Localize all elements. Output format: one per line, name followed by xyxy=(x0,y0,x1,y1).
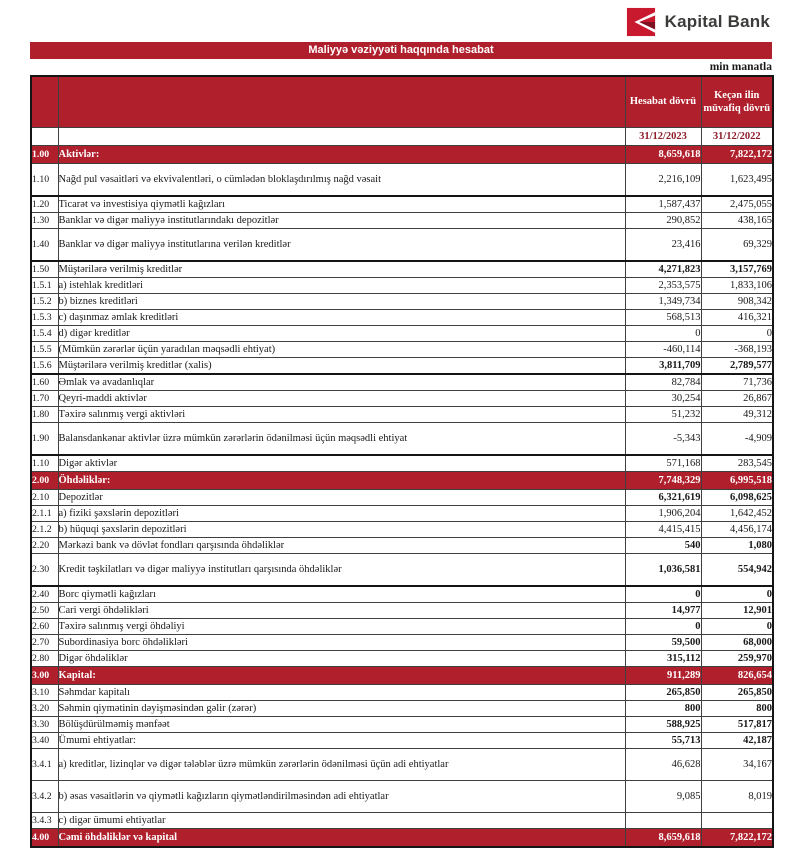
row-num: 2.30 xyxy=(31,554,58,587)
table-row xyxy=(31,554,773,587)
row-value-current: 315,112 xyxy=(625,651,701,667)
row-value-previous: 0 xyxy=(701,586,773,603)
row-value-current: 265,850 xyxy=(625,685,701,701)
row-num: 1.10 xyxy=(31,455,58,472)
row-label: Aktivlər: xyxy=(58,146,625,164)
row-value-current: 30,254 xyxy=(625,391,701,407)
row-value-current: 0 xyxy=(625,586,701,603)
row-value-current: 59,500 xyxy=(625,635,701,651)
row-num: 1.5.2 xyxy=(31,294,58,310)
balance-sheet-table xyxy=(30,75,774,848)
row-num: 3.30 xyxy=(31,717,58,733)
table-row xyxy=(31,294,773,310)
corner-cell-num xyxy=(31,76,58,128)
row-num: 1.90 xyxy=(31,423,58,456)
row-num: 1.5.5 xyxy=(31,342,58,358)
row-num: 1.80 xyxy=(31,407,58,423)
row-label: Ticarət və investisiya qiymətli kağızları xyxy=(58,196,625,213)
row-value-current: 571,168 xyxy=(625,455,701,472)
row-label: Öhdəliklər: xyxy=(58,472,625,490)
row-value-previous: 517,817 xyxy=(701,717,773,733)
table-row xyxy=(31,749,773,781)
row-value-current: 1,036,581 xyxy=(625,554,701,587)
row-value-previous: 800 xyxy=(701,701,773,717)
row-num: 3.4.3 xyxy=(31,813,58,829)
row-value-current: -5,343 xyxy=(625,423,701,456)
row-label: Təxirə salınmış vergi öhdəliyi xyxy=(58,619,625,635)
row-value-previous: 6,098,625 xyxy=(701,490,773,506)
row-label: Qeyri-maddi aktivlər xyxy=(58,391,625,407)
table-row xyxy=(31,701,773,717)
table-row xyxy=(31,472,773,490)
row-value-previous: -4,909 xyxy=(701,423,773,456)
row-value-previous: 1,642,452 xyxy=(701,506,773,522)
row-value-current: 8,659,618 xyxy=(625,829,701,848)
table-row xyxy=(31,603,773,619)
row-value-previous: 0 xyxy=(701,326,773,342)
row-value-previous: 71,736 xyxy=(701,374,773,391)
table-row xyxy=(31,522,773,538)
row-label: Borc qiymətli kağızları xyxy=(58,586,625,603)
table-row xyxy=(31,196,773,213)
row-label: Bölüşdürülməmiş mənfəət xyxy=(58,717,625,733)
date-previous: 31/12/2022 xyxy=(701,128,773,146)
row-value-current xyxy=(625,813,701,829)
row-label: Digər öhdəliklər xyxy=(58,651,625,667)
date-spacer xyxy=(31,128,58,146)
row-value-current: 6,321,619 xyxy=(625,490,701,506)
row-value-current: 568,513 xyxy=(625,310,701,326)
row-num: 1.50 xyxy=(31,261,58,278)
row-value-previous: 1,623,495 xyxy=(701,164,773,197)
report-title-bar: Maliyyə vəziyyəti haqqında hesabat xyxy=(30,42,772,59)
row-label: Banklar və digər maliyyə institutlarına verilən kreditlər xyxy=(58,229,625,262)
table-row xyxy=(31,490,773,506)
row-num: 2.00 xyxy=(31,472,58,490)
row-value-current: 3,811,709 xyxy=(625,358,701,375)
row-num: 1.10 xyxy=(31,164,58,197)
row-num: 2.1.2 xyxy=(31,522,58,538)
row-value-current: 1,906,204 xyxy=(625,506,701,522)
table-row xyxy=(31,326,773,342)
row-num: 1.70 xyxy=(31,391,58,407)
row-value-current: 8,659,618 xyxy=(625,146,701,164)
table-row xyxy=(31,717,773,733)
table-row xyxy=(31,164,773,197)
row-label: Subordinasiya borc öhdəlikləri xyxy=(58,635,625,651)
column-header-current: Hesabat dövrü xyxy=(625,76,701,128)
row-value-current: 4,415,415 xyxy=(625,522,701,538)
table-row xyxy=(31,213,773,229)
row-label: Səhmin qiymətinin dəyişməsindən gəlir (zərər) xyxy=(58,701,625,717)
row-value-previous: 7,822,172 xyxy=(701,146,773,164)
row-label: Mərkəzi bank və dövlət fondları qarşısında öhdəliklər xyxy=(58,538,625,554)
row-label: Kredit təşkilatları və digər maliyyə institutları qarşısında öhdəliklər xyxy=(58,554,625,587)
table-row xyxy=(31,635,773,651)
row-value-current: 2,353,575 xyxy=(625,278,701,294)
row-value-previous: 416,321 xyxy=(701,310,773,326)
table-row xyxy=(31,261,773,278)
row-value-current: 1,587,437 xyxy=(625,196,701,213)
row-num: 2.1.1 xyxy=(31,506,58,522)
row-label: Təxirə salınmış vergi aktivləri xyxy=(58,407,625,423)
row-label: Əmlak və avadanlıqlar xyxy=(58,374,625,391)
table-row xyxy=(31,651,773,667)
row-label: Müştərilərə verilmiş kreditlər (xalis) xyxy=(58,358,625,375)
row-value-previous: 259,970 xyxy=(701,651,773,667)
row-value-current: 55,713 xyxy=(625,733,701,749)
row-num: 1.20 xyxy=(31,196,58,213)
row-value-previous: 2,475,055 xyxy=(701,196,773,213)
row-label: a) kreditlər, lizinqlər və digər tələblər üzrə mümkün zərərlərin ödənilməsi üçün adi ehtiyatlar xyxy=(58,749,625,781)
row-label: a) fiziki şəxslərin depozitləri xyxy=(58,506,625,522)
table-row xyxy=(31,619,773,635)
row-label: b) əsas vəsaitlərin və qiymətli kağızların qiymətləndirilməsindən adi ehtiyatlar xyxy=(58,781,625,813)
row-value-current: 46,628 xyxy=(625,749,701,781)
row-value-previous: 554,942 xyxy=(701,554,773,587)
row-value-previous: 6,995,518 xyxy=(701,472,773,490)
row-label: d) digər kreditlər xyxy=(58,326,625,342)
date-row xyxy=(31,128,773,146)
table-row xyxy=(31,733,773,749)
row-value-previous: 68,000 xyxy=(701,635,773,651)
row-num: 1.60 xyxy=(31,374,58,391)
row-label: c) digər ümumi ehtiyatlar xyxy=(58,813,625,829)
brand-name: Kapital Bank xyxy=(664,12,770,31)
row-value-current: 290,852 xyxy=(625,213,701,229)
row-value-previous: 908,342 xyxy=(701,294,773,310)
row-num: 2.80 xyxy=(31,651,58,667)
row-value-previous: 826,654 xyxy=(701,667,773,685)
row-num: 3.10 xyxy=(31,685,58,701)
row-value-current: 540 xyxy=(625,538,701,554)
row-label: Depozitlər xyxy=(58,490,625,506)
table-row xyxy=(31,781,773,813)
table-row xyxy=(31,685,773,701)
row-num: 1.30 xyxy=(31,213,58,229)
row-label: Balansdankənar aktivlər üzrə mümkün zərərlərin ödənilməsi üçün məqsədli ehtiyat xyxy=(58,423,625,456)
row-num: 3.4.1 xyxy=(31,749,58,781)
row-label: Kapital: xyxy=(58,667,625,685)
row-value-current: 51,232 xyxy=(625,407,701,423)
row-label: c) daşınmaz əmlak kreditləri xyxy=(58,310,625,326)
row-value-previous: 4,456,174 xyxy=(701,522,773,538)
table-row xyxy=(31,358,773,375)
row-value-current: 2,216,109 xyxy=(625,164,701,197)
row-value-current: 23,416 xyxy=(625,229,701,262)
row-label: Nağd pul vəsaitləri və ekvivalentləri, o cümlədən bloklaşdırılmış nağd vəsait xyxy=(58,164,625,197)
row-value-previous: 42,187 xyxy=(701,733,773,749)
row-num: 2.60 xyxy=(31,619,58,635)
row-value-previous: 0 xyxy=(701,619,773,635)
date-spacer xyxy=(58,128,625,146)
row-value-previous: 438,165 xyxy=(701,213,773,229)
row-label: Müştərilərə verilmiş kreditlər xyxy=(58,261,625,278)
row-value-previous: 2,789,577 xyxy=(701,358,773,375)
unit-note: min manatla xyxy=(709,61,772,73)
row-value-previous: 283,545 xyxy=(701,455,773,472)
row-value-previous xyxy=(701,813,773,829)
row-value-current: 800 xyxy=(625,701,701,717)
row-value-previous: 69,329 xyxy=(701,229,773,262)
table-row xyxy=(31,229,773,262)
row-value-current: -460,114 xyxy=(625,342,701,358)
row-value-previous: 34,167 xyxy=(701,749,773,781)
row-value-previous: 3,157,769 xyxy=(701,261,773,278)
row-value-current: 911,289 xyxy=(625,667,701,685)
table-row xyxy=(31,538,773,554)
row-value-current: 0 xyxy=(625,619,701,635)
table-row xyxy=(31,667,773,685)
row-num: 2.10 xyxy=(31,490,58,506)
row-value-previous: 8,019 xyxy=(701,781,773,813)
brand-header xyxy=(0,5,800,39)
row-num: 3.20 xyxy=(31,701,58,717)
row-num: 3.00 xyxy=(31,667,58,685)
table-row xyxy=(31,407,773,423)
row-num: 1.5.1 xyxy=(31,278,58,294)
table-row xyxy=(31,586,773,603)
row-num: 1.5.3 xyxy=(31,310,58,326)
row-value-current: 4,271,823 xyxy=(625,261,701,278)
row-num: 2.40 xyxy=(31,586,58,603)
row-label: a) istehlak kreditləri xyxy=(58,278,625,294)
row-num: 1.5.6 xyxy=(31,358,58,375)
row-value-current: 14,977 xyxy=(625,603,701,619)
row-num: 1.00 xyxy=(31,146,58,164)
row-value-current: 1,349,734 xyxy=(625,294,701,310)
row-value-current: 588,925 xyxy=(625,717,701,733)
row-num: 4.00 xyxy=(31,829,58,848)
row-value-previous: -368,193 xyxy=(701,342,773,358)
kapital-bank-logo-icon xyxy=(626,7,656,37)
row-label: Səhmdar kapitalı xyxy=(58,685,625,701)
row-num: 3.40 xyxy=(31,733,58,749)
row-label: b) hüquqi şəxslərin depozitləri xyxy=(58,522,625,538)
row-value-previous: 12,901 xyxy=(701,603,773,619)
row-num: 2.20 xyxy=(31,538,58,554)
row-num: 3.4.2 xyxy=(31,781,58,813)
table-row xyxy=(31,829,773,848)
table-row xyxy=(31,391,773,407)
row-num: 1.40 xyxy=(31,229,58,262)
table-row xyxy=(31,423,773,456)
row-label: (Mümkün zərərlər üçün yaradılan məqsədli ehtiyat) xyxy=(58,342,625,358)
row-value-previous: 265,850 xyxy=(701,685,773,701)
row-value-previous: 7,822,172 xyxy=(701,829,773,848)
table-row xyxy=(31,278,773,294)
row-label: Banklar və digər maliyyə institutlarındakı depozitlər xyxy=(58,213,625,229)
table-row xyxy=(31,506,773,522)
corner-cell-label xyxy=(58,76,625,128)
row-value-previous: 49,312 xyxy=(701,407,773,423)
table-row xyxy=(31,455,773,472)
row-label: Ümumi ehtiyatlar: xyxy=(58,733,625,749)
row-label: b) biznes kreditləri xyxy=(58,294,625,310)
table-row xyxy=(31,813,773,829)
row-value-current: 7,748,329 xyxy=(625,472,701,490)
row-num: 2.70 xyxy=(31,635,58,651)
row-value-current: 9,085 xyxy=(625,781,701,813)
row-num: 1.5.4 xyxy=(31,326,58,342)
row-value-previous: 1,833,106 xyxy=(701,278,773,294)
row-label: Digər aktivlər xyxy=(58,455,625,472)
column-header-row xyxy=(31,76,773,128)
date-current: 31/12/2023 xyxy=(625,128,701,146)
row-value-current: 0 xyxy=(625,326,701,342)
row-label: Cari vergi öhdəlikləri xyxy=(58,603,625,619)
table-row xyxy=(31,342,773,358)
table-row xyxy=(31,374,773,391)
row-value-previous: 26,867 xyxy=(701,391,773,407)
table-row xyxy=(31,146,773,164)
row-label: Cəmi öhdəliklər və kapital xyxy=(58,829,625,848)
row-value-previous: 1,080 xyxy=(701,538,773,554)
row-value-current: 82,784 xyxy=(625,374,701,391)
table-row xyxy=(31,310,773,326)
row-num: 2.50 xyxy=(31,603,58,619)
column-header-previous: Keçən ilin müvafiq dövrü xyxy=(701,76,773,128)
